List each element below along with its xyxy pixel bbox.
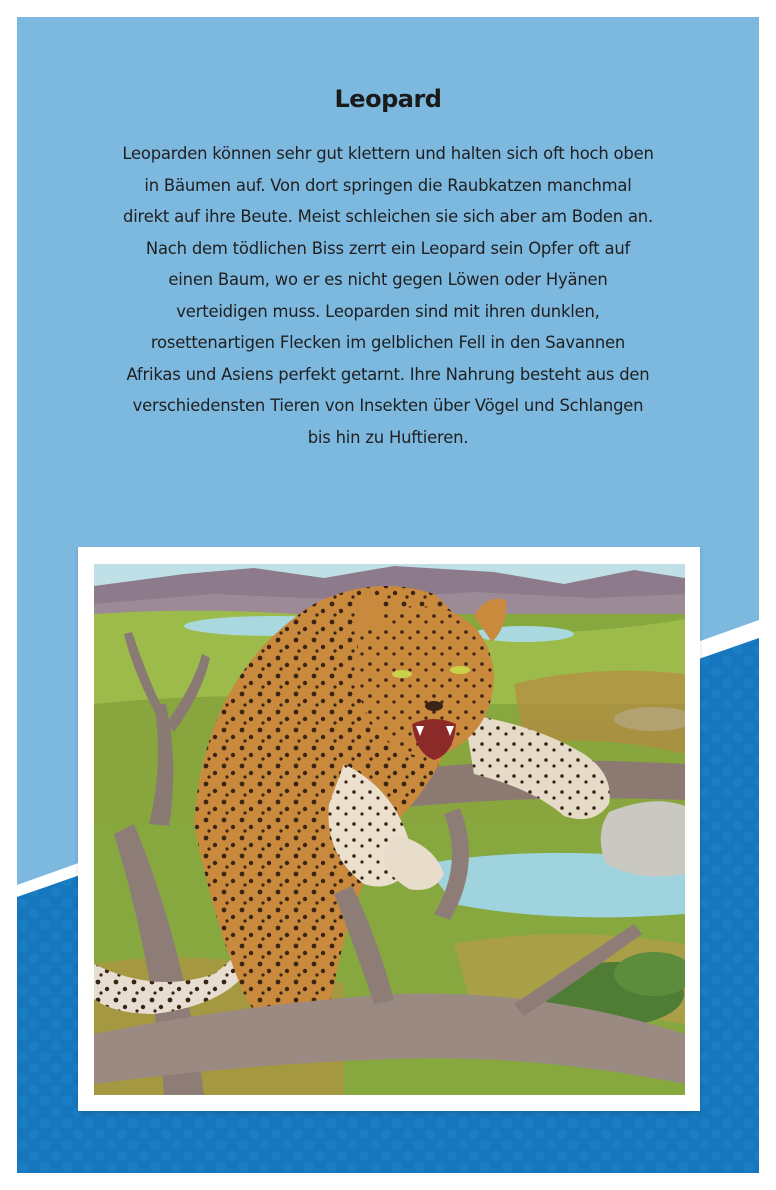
illustration-frame [78,547,700,1111]
leopard-scene-image [94,564,685,1095]
card-description: Leoparden können sehr gut klettern und halten sich oft hoch oben in Bäumen auf. Von dort springen die Raubkatzen manchmal direkt auf ihre Beute. Meist schleichen sie sich aber am Boden an. Nach dem tödlichen Biss zerrt ein Leopard sein Opfer oft auf einen Baum, wo er es nicht gegen Löwen oder Hyänen verteidigen muss. Leoparden sind mit ihren dunklen, rosettenartigen Flecken im gelblichen Fell in den Savannen Afrikas und Asiens perfekt getarnt. Ihre Nahrung besteht aus den verschiedensten Tieren von Insekten über Vögel und Schlangen bis hin zu Huftieren. [122,144,654,447]
leopard-illustration [94,564,685,1095]
animal-card [17,17,759,1173]
card-title: Leopard [334,85,442,113]
